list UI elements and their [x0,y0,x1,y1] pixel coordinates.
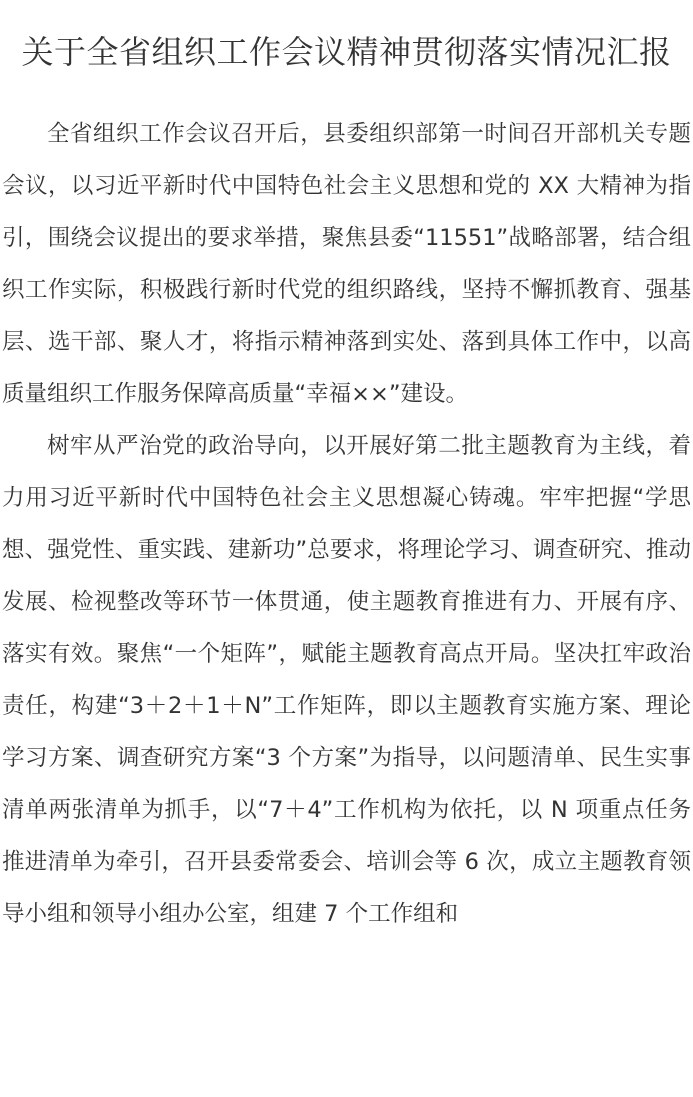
paragraph-1: 全省组织工作会议召开后，县委组织部第一时间召开部机关专题会议，以习近平新时代中国特色社会主义思想和党的 XX 大精神为指引，围绕会议提出的要求举措，聚焦县委“11551”战略部署，结合组织工作实际，积极践行新时代党的组织路线，坚持不懈抓教育、强基层、选干部、聚人才，将指示精神落到实处、落到具体工作中，以高质量组织工作服务保障高质量“幸福××”建设。 [2,121,691,407]
document-body [2,108,691,940]
paragraph-2: 树牢从严治党的政治导向，以开展好第二批主题教育为主线，着力用习近平新时代中国特色社会主义思想凝心铸魂。牢牢把握“学思想、强党性、重实践、建新功”总要求，将理论学习、调查研究、推动发展、检视整改等环节一体贯通，使主题教育推进有力、开展有序、落实有效。聚焦“一个矩阵”，赋能主题教育高点开局。坚决扛牢政治责任，构建“3＋2＋1＋N”工作矩阵，即以主题教育实施方案、理论学习方案、调查研究方案“3 个方案”为指导，以问题清单、民生实事清单两张清单为抓手，以“7＋4”工作机构为依托，以 N 项重点任务推进清单为牵引，召开县委常委会、培训会等 6 次，成立主题教育领导小组和领导小组办公室，组建 7 个工作组和 [2,433,691,927]
document-title: 关于全省组织工作会议精神贯彻落实情况汇报 [21,33,672,71]
